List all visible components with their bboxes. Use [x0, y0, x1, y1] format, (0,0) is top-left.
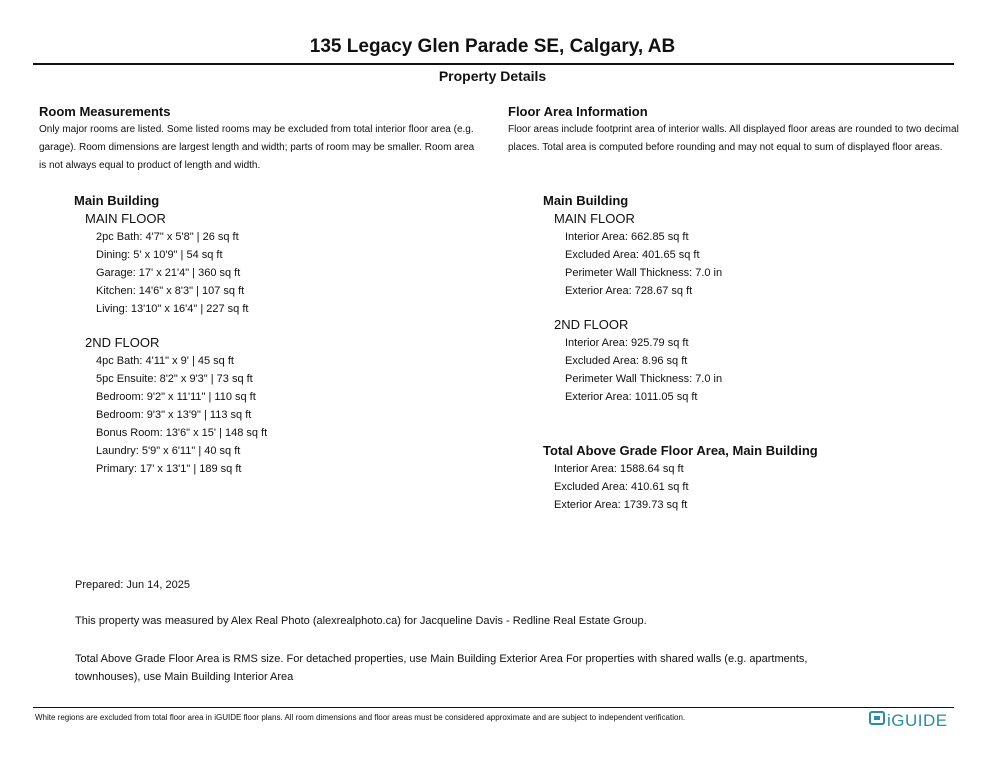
room-item: Garage: 17' x 21'4" | 360 sq ft [96, 267, 241, 279]
floor-area-main-building [508, 192, 722, 300]
area-item: Interior Area: 925.79 sq ft [565, 337, 689, 349]
rooms-main-building [39, 192, 248, 318]
iguide-logo-icon [869, 710, 887, 731]
room-item: 2pc Bath: 4'7" x 5'8" | 26 sq ft [96, 231, 239, 243]
floor-area-building-label: Main Building [543, 193, 629, 208]
room-item: 4pc Bath: 4'11" x 9' | 45 sq ft [96, 355, 234, 367]
room-measurements-description: Only major rooms are listed. Some listed rooms may be excluded from total interior floor area (e.g. garage). Room dimensions are largest length and width; parts of room may be smaller. Room area is not always equal to product of length and width. [39, 124, 475, 171]
floor-area-total-label: Total Above Grade Floor Area, Main Building [543, 443, 818, 458]
room-measurements-heading: Room Measurements [39, 104, 171, 119]
iguide-logo-text: iGUIDE [887, 710, 948, 730]
room-item: Laundry: 5'9" x 6'11" | 40 sq ft [96, 445, 241, 457]
total-area-item: Exterior Area: 1739.73 sq ft [554, 499, 688, 511]
floor-area-total [508, 442, 818, 514]
floor-area-section [508, 104, 963, 511]
area-item: Perimeter Wall Thickness: 7.0 in [565, 267, 723, 279]
rooms-main-floor-label: MAIN FLOOR [85, 211, 166, 226]
area-item: Excluded Area: 401.65 sq ft [565, 249, 700, 261]
area-item: Exterior Area: 1011.05 sq ft [565, 391, 698, 403]
rooms-second-floor [39, 334, 267, 478]
header-divider [33, 63, 954, 65]
floor-area-heading: Floor Area Information [508, 104, 648, 119]
area-item: Excluded Area: 8.96 sq ft [565, 355, 688, 367]
page-subtitle: Property Details [438, 68, 547, 84]
floor-area-second-floor [508, 316, 722, 406]
rooms-second-floor-label: 2ND FLOOR [85, 335, 160, 350]
total-area-item: Interior Area: 1588.64 sq ft [554, 463, 684, 475]
room-item: Dining: 5' x 10'9" | 54 sq ft [96, 249, 223, 261]
floor-area-second-floor-label: 2ND FLOOR [554, 317, 629, 332]
room-item: Bedroom: 9'3" x 13'9" | 113 sq ft [96, 409, 252, 421]
room-item: Kitchen: 14'6" x 8'3" | 107 sq ft [96, 285, 245, 297]
room-measurements-section [39, 104, 479, 475]
footer-disclaimer: White regions are excluded from total floor area in iGUIDE floor plans. All room dimensions and floor areas must be considered approximate and are subject to independent verification. [35, 713, 686, 722]
room-item: Primary: 17' x 13'1" | 189 sq ft [96, 463, 242, 475]
room-item: 5pc Ensuite: 8'2" x 9'3" | 73 sq ft [96, 373, 253, 385]
prepared-date: Prepared: Jun 14, 2025 [75, 579, 190, 591]
rms-size-note: Total Above Grade Floor Area is RMS size. For detached properties, use Main Building Exterior Area For properties with shared walls (e.g. apartments, townhouses), use Main Building Interior Area [75, 653, 808, 683]
footer-divider [33, 707, 954, 708]
area-item: Interior Area: 662.85 sq ft [565, 231, 689, 243]
room-item: Bedroom: 9'2" x 11'11" | 110 sq ft [96, 391, 256, 403]
area-item: Perimeter Wall Thickness: 7.0 in [565, 373, 723, 385]
floor-area-main-floor-label: MAIN FLOOR [554, 211, 635, 226]
area-item: Exterior Area: 728.67 sq ft [565, 285, 693, 297]
room-item: Living: 13'10" x 16'4" | 227 sq ft [96, 303, 249, 315]
iguide-logo [869, 710, 948, 731]
floor-area-description: Floor areas include footprint area of interior walls. All displayed floor areas are rounded to two decimal places. Total area is computed before rounding and may not equal to sum of displayed floor areas. [508, 124, 959, 153]
total-area-item: Excluded Area: 410.61 sq ft [554, 481, 689, 493]
measured-by-note: This property was measured by Alex Real Photo (alexrealphoto.ca) for Jacqueline Davis - Redline Real Estate Group. [75, 615, 647, 627]
page-title: 135 Legacy Glen Parade SE, Calgary, AB [309, 36, 676, 57]
room-item: Bonus Room: 13'6" x 15' | 148 sq ft [96, 427, 268, 439]
rooms-building-label: Main Building [74, 193, 160, 208]
